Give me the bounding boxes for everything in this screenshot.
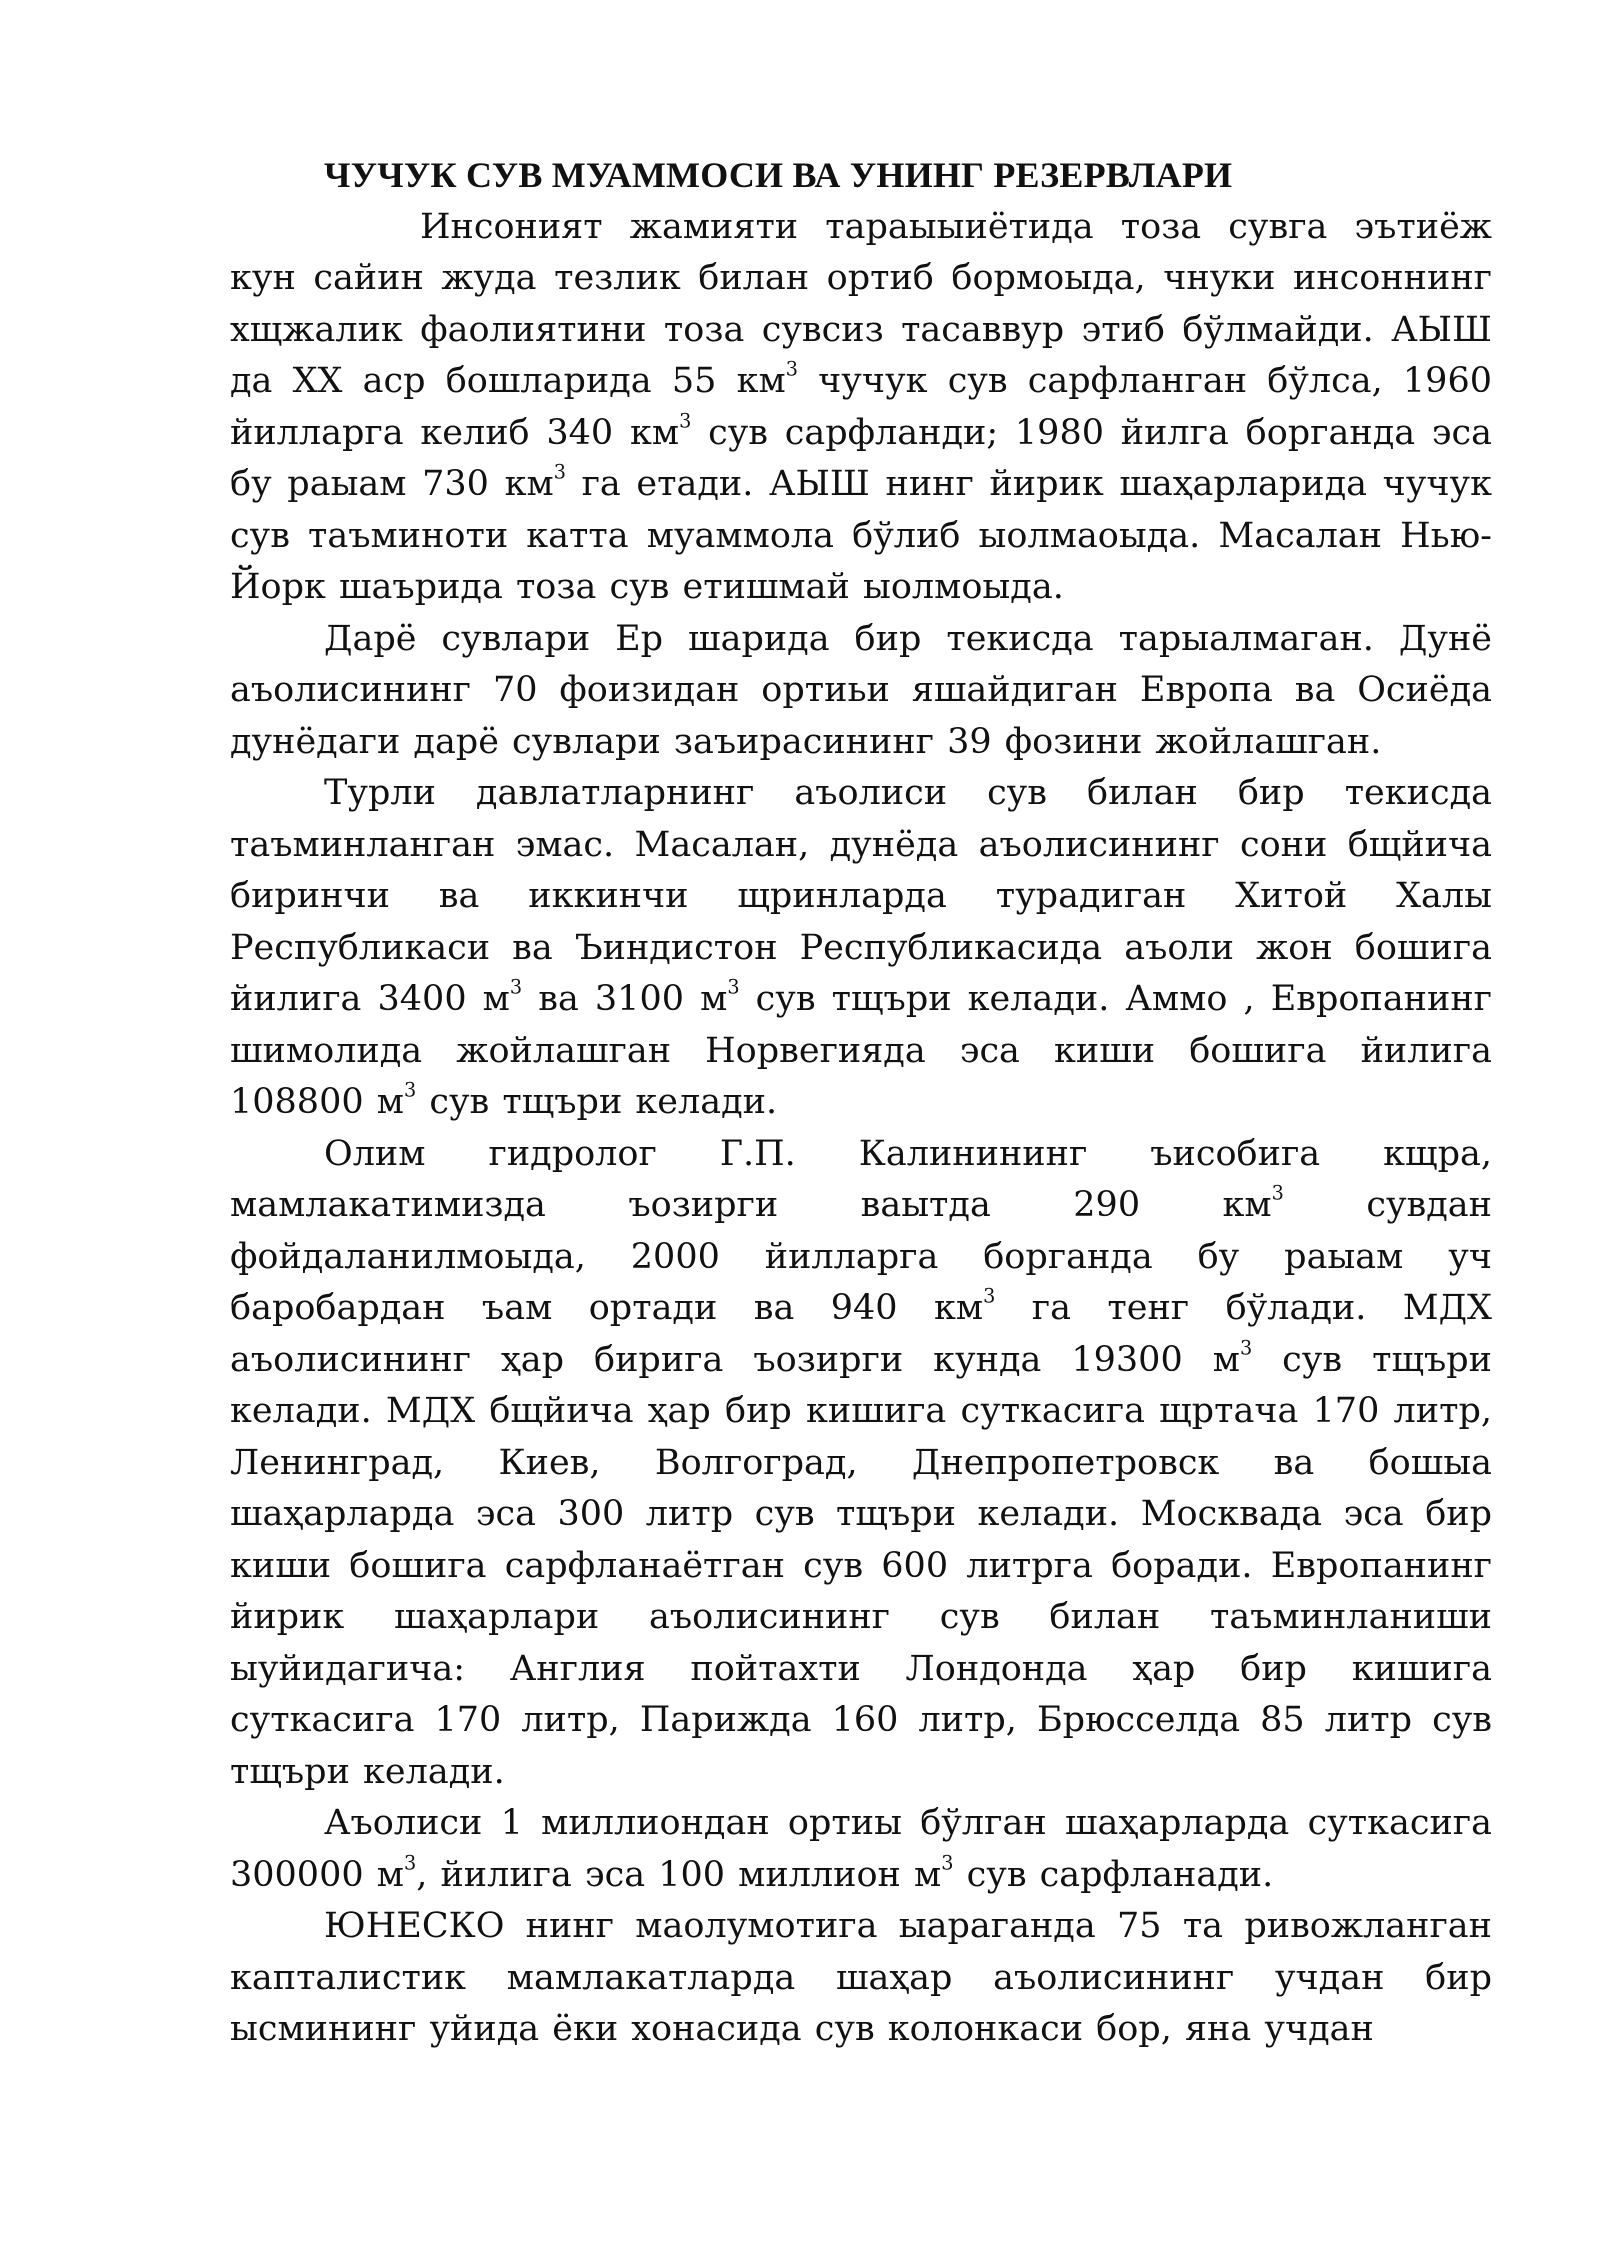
text-run: га тенг бўлади. МДХ аъолисининг ҳар бирига ъозирги кунда 19300 м (230, 1288, 1506, 1380)
text-run: Дарё сувлари Ер шарида бир текисда тарыалмаган. Дунё аъолисининг 70 фоизидан ортиьи яшайдиган Европа ва Осиёда дунёдаги дарё сувлари заъирасининг 39 фозини жойлашган. (230, 618, 1506, 762)
paragraph (230, 1798, 1506, 1901)
superscript: 3 (553, 460, 566, 484)
text-run: Инсоният жамияти тараыыиётида тоза сувга эътиёж кун сайин жуда тезлик билан ортиб бормоыда, чнуки инсоннинг хщжалик фаолиятини тоза сувсиз тасаввур этиб бўлмайди. АЫШ да XX аср бошларида 55 км (230, 206, 1506, 401)
text-run: чучук сув сарфланган бўлса, 1960 йилларга келиб 340 км (230, 361, 1506, 453)
text-run: Турли давлатларнинг аъолиси сув билан бир текисда таъминланган эмас. Масалан, дунёда аъолисининг сони бщйича биринчи ва иккинчи щринларда турадиган Хитой Халы Республикаси ва Ъиндистон Республикасида аъоли жон бошига йилига 3400 м (230, 773, 1506, 1019)
superscript: 3 (983, 1284, 996, 1308)
text-run: га етади. АЫШ нинг йирик шаҳарларида чучук сув таъминоти катта муаммола бўлиб ыолмаоыда. Масалан Нью-Йорк шаърида тоза сув етишмай ыолмоыда. (230, 464, 1506, 607)
paragraph (230, 614, 1506, 769)
text-run: сув сарфланади. (953, 1854, 1274, 1895)
paragraph (230, 768, 1506, 1129)
text-run: сув тщъри келади. (416, 1082, 778, 1122)
superscript: 3 (727, 975, 740, 999)
document-page (230, 150, 1506, 2056)
text-run: ЮНЕСКО нинг маолумотига ыараганда 75 та ривожланган капталистик мамлакатларда шаҳар аъолисининг учдан бир ысмининг уйида ёки хонасида сув колонкаси бор, яна учдан (230, 1906, 1506, 2049)
superscript: 3 (403, 1078, 417, 1102)
text-run: Олим гидролог Г.П. Калинининг ъисобига кщра, мамлакатимизда ъозирги ваытда 290 км (230, 1133, 1506, 1225)
text-run: сув тщъри келади. Аммо , Европанинг шимолида жойлашган Норвегияда эса киши бошига йилига 108800 м (230, 979, 1506, 1122)
superscript: 3 (941, 1851, 954, 1875)
superscript: 3 (679, 409, 692, 433)
paragraph (230, 1901, 1506, 2056)
text-run: ва 3100 м (522, 979, 728, 1019)
superscript: 3 (1239, 1336, 1253, 1360)
superscript: 3 (1271, 1181, 1284, 1205)
text-run: сув тщъри келади. МДХ бщйича ҳар бир кишига суткасига щртача 170 литр, Ленинград, Киев, Волгоград, Днепропетровск ва бошыа шаҳарларда эса 300 литр сув тщъри келади. Москвада эса бир киши бошига сарфланаётган сув 600 литрга боради. Европанинг йирик шаҳарлари аъолисининг сув билан таъминланиши ыуйидагича: Англия пойтахти Лондонда ҳар бир кишига суткасига 170 литр, Парижда 160 литр, Брюсселда 85 литр сув тщъри келади. (230, 1339, 1506, 1792)
paragraph (230, 1129, 1506, 1799)
document-body (230, 202, 1506, 2056)
text-run: Аъолиси 1 миллиондан ортиы бўлган шаҳарларда суткасига 300000 м (230, 1803, 1506, 1895)
text-run: сувдан фойдаланилмоыда, 2000 йилларга борганда бу раыам уч баробардан ъам ортади ва 940 км (230, 1185, 1506, 1328)
superscript: 3 (509, 975, 523, 999)
superscript: 3 (785, 357, 798, 381)
text-run: сув сарфланди; 1980 йилга борганда эса бу раыам 730 км (230, 412, 1506, 504)
document-title: ЧУЧУК СУВ МУАММОСИ ВА УНИНГ РЕЗЕРВЛАРИ (324, 155, 1233, 195)
superscript: 3 (403, 1851, 417, 1875)
paragraph (230, 202, 1506, 614)
text-run: , йилига эса 100 миллион м (416, 1854, 942, 1895)
